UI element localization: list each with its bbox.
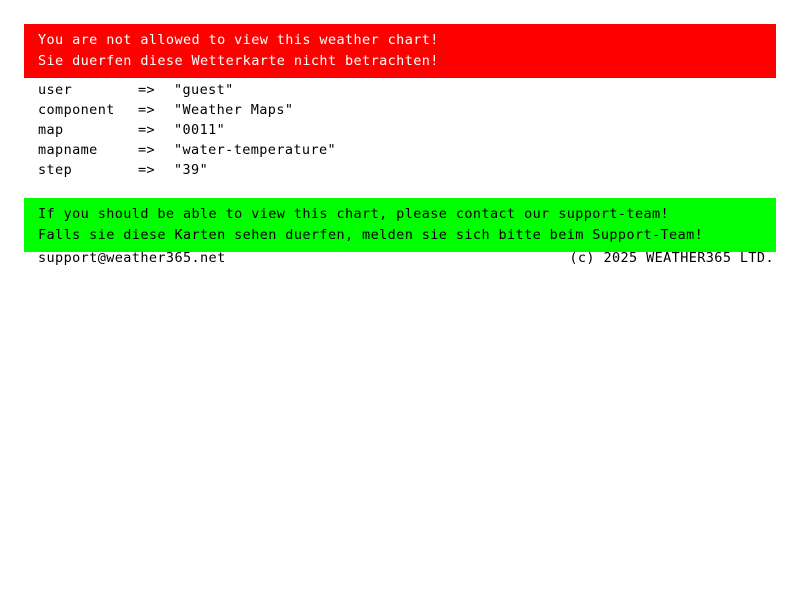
parameter-key: mapname bbox=[38, 142, 98, 158]
parameter-key: component bbox=[38, 102, 115, 118]
error-banner-line-en: You are not allowed to view this weather chart! bbox=[38, 32, 439, 48]
parameter-arrow: => bbox=[138, 102, 156, 118]
parameter-row-mapname bbox=[38, 140, 738, 160]
parameter-arrow: => bbox=[138, 82, 156, 98]
parameter-key: map bbox=[38, 122, 64, 138]
parameter-row-user bbox=[38, 80, 738, 100]
parameter-arrow: => bbox=[138, 142, 156, 158]
error-banner-line-de: Sie duerfen diese Wetterkarte nicht betrachten! bbox=[38, 53, 439, 69]
parameter-arrow: => bbox=[138, 162, 156, 178]
parameter-list bbox=[38, 80, 738, 180]
parameter-key: step bbox=[38, 162, 73, 178]
support-email-link[interactable]: support@weather365.net bbox=[38, 250, 226, 266]
error-banner bbox=[24, 24, 776, 78]
copyright-text: (c) 2025 WEATHER365 LTD. bbox=[569, 250, 774, 266]
parameter-value: "0011" bbox=[174, 122, 226, 138]
info-banner bbox=[24, 198, 776, 252]
info-banner-line-en: If you should be able to view this chart, please contact our support-team! bbox=[38, 206, 670, 222]
parameter-value: "Weather Maps" bbox=[174, 102, 294, 118]
parameter-arrow: => bbox=[138, 122, 156, 138]
page-footer bbox=[38, 250, 774, 266]
info-banner-line-de: Falls sie diese Karten sehen duerfen, melden sie sich bitte beim Support-Team! bbox=[38, 227, 704, 243]
parameter-key: user bbox=[38, 82, 73, 98]
parameter-value: "water-temperature" bbox=[174, 142, 337, 158]
parameter-value: "guest" bbox=[174, 82, 234, 98]
parameter-row-map bbox=[38, 120, 738, 140]
parameter-row-step bbox=[38, 160, 738, 180]
parameter-value: "39" bbox=[174, 162, 209, 178]
parameter-row-component bbox=[38, 100, 738, 120]
